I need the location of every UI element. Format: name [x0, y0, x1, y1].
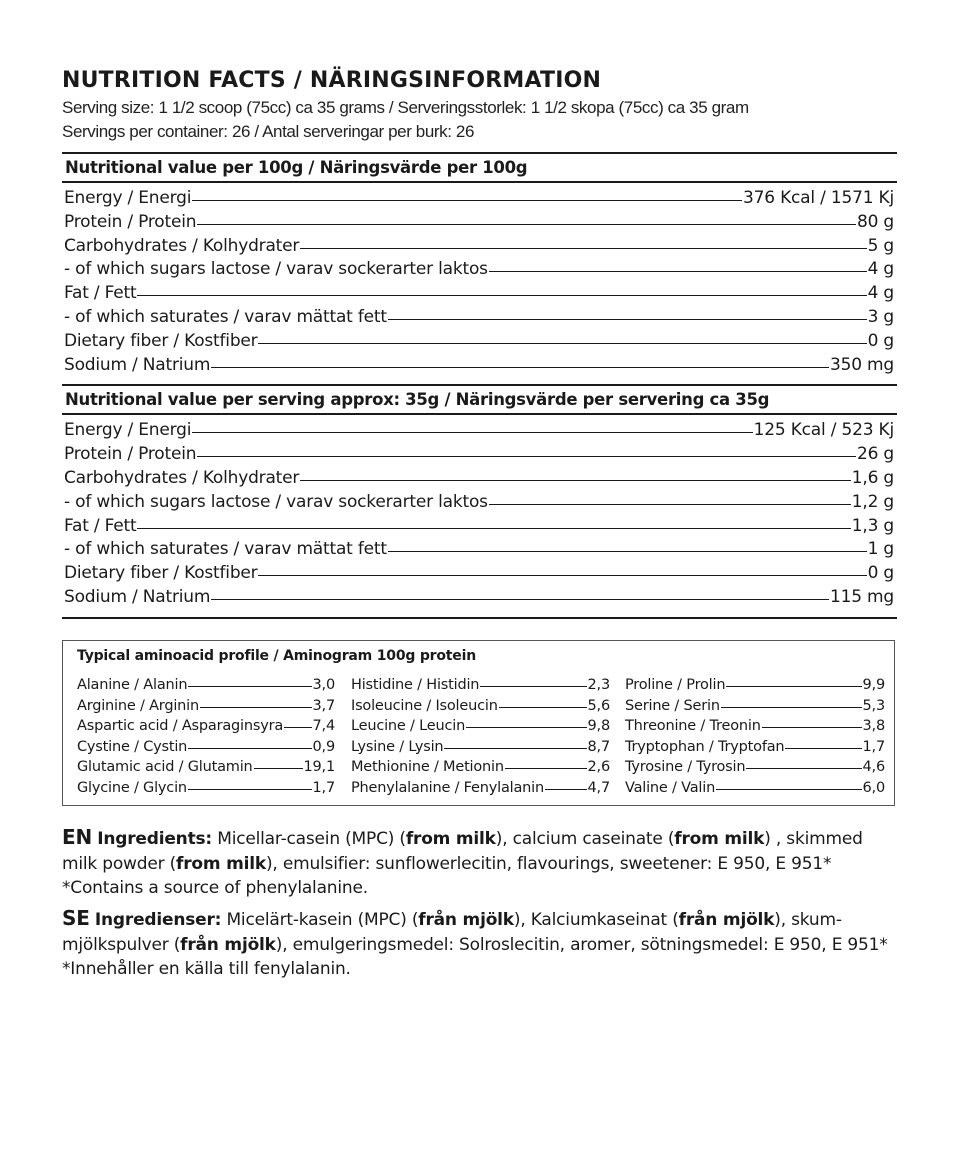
ingredients-en: [62, 825, 897, 901]
nutrient-label: Glutamic acid / Glutamin: [77, 759, 253, 776]
nutrient-label: Phenylalanine / Fenylalanin: [351, 779, 544, 796]
ingredients-se: [62, 906, 897, 982]
nutrient-row: [64, 355, 894, 379]
amino-column-1: [77, 677, 335, 801]
nutrient-value: 3,0: [312, 677, 335, 693]
nutrient-row: [77, 759, 335, 780]
nutrient-label: Sodium / Natrium: [64, 354, 211, 375]
nutrient-label: Tryptophan / Tryptofan: [625, 738, 785, 755]
leader-line: [137, 528, 850, 529]
leader-line: [192, 432, 752, 433]
nutrient-value: 125 Kcal / 523 Kj: [753, 420, 894, 441]
nutrient-label: Protein / Protein: [64, 211, 197, 232]
nutrient-label: Aspartic acid / Asparaginsyra: [77, 718, 284, 735]
allergen-text: från mjölk: [678, 910, 775, 930]
leader-line: [188, 748, 311, 749]
nutrient-row: [64, 539, 894, 563]
nutrient-label: Dietary fiber / Kostfiber: [64, 330, 258, 351]
language-code-en: EN: [62, 825, 93, 849]
leader-line: [762, 727, 862, 728]
nutrient-row: [77, 677, 335, 698]
nutrient-value: 4 g: [867, 259, 894, 280]
nutrient-label: Arginine / Arginin: [77, 697, 199, 714]
leader-line: [499, 707, 587, 708]
per-serving-heading: Nutritional value per serving approx: 35g / Näringsvärde per servering ca 35g: [62, 384, 897, 415]
leader-line: [716, 789, 861, 790]
leader-line: [211, 367, 829, 368]
nutrient-row: [77, 698, 335, 719]
nutrient-label: Carbohydrates / Kolhydrater: [64, 235, 300, 256]
nutrient-value: 1 g: [867, 539, 894, 560]
nutrient-row: [64, 492, 894, 516]
nutrient-row: [64, 516, 894, 540]
nutrient-value: 8,7: [587, 738, 610, 755]
leader-line: [200, 707, 312, 708]
nutrient-row: [64, 283, 894, 307]
nutrient-value: 3,8: [862, 718, 885, 735]
nutrient-value: 2,3: [587, 677, 610, 693]
nutrient-value: 5 g: [867, 235, 894, 256]
ingredients-se-text: Micelärt-kasein (MPC) (: [221, 910, 419, 930]
nutrient-label: Energy / Energi: [64, 420, 192, 441]
nutrient-label: Protein / Protein: [64, 444, 197, 465]
leader-line: [188, 789, 312, 790]
leader-line: [197, 456, 856, 457]
nutrient-label: Cystine / Cystin: [77, 738, 188, 755]
leader-line: [188, 686, 311, 687]
nutrient-row: [64, 420, 894, 444]
nutrient-row: [64, 587, 894, 611]
nutrient-value: 2,6: [587, 759, 610, 776]
nutrient-label: Sodium / Natrium: [64, 586, 211, 607]
nutrient-label: Dietary fiber / Kostfiber: [64, 563, 258, 584]
nutrient-row: [625, 780, 885, 801]
nutrient-label: Threonine / Treonin: [625, 718, 761, 735]
nutrient-value: 3 g: [867, 306, 894, 327]
nutrient-row: [625, 698, 885, 719]
nutrient-row: [351, 739, 610, 760]
nutrient-label: Fat / Fett: [64, 515, 137, 536]
nutrient-label: Alanine / Alanin: [77, 677, 188, 693]
allergen-text: from milk: [674, 829, 765, 849]
leader-line: [505, 768, 587, 769]
nutrient-value: 5,6: [587, 697, 610, 714]
nutrient-value: 1,7: [862, 738, 885, 755]
nutrient-label: Tyrosine / Tyrosin: [625, 759, 746, 776]
leader-line: [726, 686, 861, 687]
nutrient-value: 4 g: [867, 283, 894, 304]
ingredients-en-text: Micellar-casein (MPC) (: [212, 829, 406, 849]
nutrient-value: 3,7: [312, 697, 335, 714]
leader-line: [785, 748, 861, 749]
nutrient-label: Fat / Fett: [64, 283, 137, 304]
nutrient-row: [64, 468, 894, 492]
nutrient-label: - of which sugars lactose / varav sockerarter laktos: [64, 259, 488, 280]
ingredients-en-label: Ingredients:: [97, 829, 213, 849]
leader-line: [254, 768, 303, 769]
nutrient-value: 9,9: [862, 677, 885, 693]
ingredients-se-text: ), skum-mjölkspulver (: [62, 910, 842, 955]
nutrient-value: 19,1: [303, 759, 335, 776]
allergen-text: from milk: [176, 853, 266, 874]
leader-line: [300, 480, 851, 481]
nutrient-value: 9,8: [587, 718, 610, 735]
leader-line: [192, 200, 742, 201]
aminoacid-profile-box: [62, 640, 895, 806]
nutrient-value: 1,7: [312, 779, 335, 796]
leader-line: [746, 768, 861, 769]
per100-table: [62, 183, 897, 384]
leader-line: [480, 686, 586, 687]
leader-line: [388, 319, 867, 320]
leader-line: [466, 727, 586, 728]
nutrient-row: [625, 739, 885, 760]
nutrient-row: [64, 307, 894, 331]
ingredients-se-label: Ingredienser:: [94, 910, 222, 930]
leader-line: [137, 295, 866, 296]
nutrient-row: [351, 677, 610, 698]
leader-line: [300, 248, 866, 249]
allergen-text: from milk: [405, 829, 496, 849]
nutrient-row: [77, 780, 335, 801]
nutrient-row: [64, 236, 894, 260]
aminoacid-title: Typical aminoacid profile / Aminogram 100g protein: [77, 648, 476, 664]
nutrient-value: 6,0: [862, 779, 885, 796]
leader-line: [545, 789, 587, 790]
leader-line: [388, 551, 867, 552]
allergen-text: från mjölk: [418, 910, 514, 930]
nutrient-row: [77, 739, 335, 760]
nutrient-value: 80 g: [856, 211, 894, 232]
nutrient-row: [64, 259, 894, 283]
allergen-text: från mjölk: [180, 934, 276, 955]
nutrient-value: 1,2 g: [851, 491, 894, 512]
per100-heading: Nutritional value per 100g / Näringsvärde per 100g: [62, 152, 897, 183]
nutrient-row: [64, 563, 894, 587]
nutrient-value: 7,4: [312, 718, 335, 735]
nutrient-value: 0,9: [312, 738, 335, 755]
leader-line: [258, 575, 866, 576]
nutrient-row: [351, 718, 610, 739]
nutrient-label: - of which saturates / varav mättat fett: [64, 539, 387, 560]
nutrient-row: [64, 212, 894, 236]
nutrient-label: - of which saturates / varav mättat fett: [64, 306, 387, 327]
ingredients-en-text: ) , skimmed milk powder (: [62, 829, 863, 874]
amino-column-3: [625, 677, 885, 801]
nutrient-value: 1,6 g: [851, 467, 894, 488]
nutrient-label: Carbohydrates / Kolhydrater: [64, 467, 300, 488]
nutrient-row: [351, 780, 610, 801]
leader-line: [211, 599, 829, 600]
nutrient-label: Glycine / Glycin: [77, 779, 187, 796]
nutrient-row: [77, 718, 335, 739]
nutrient-label: Methionine / Metionin: [351, 759, 504, 776]
leader-line: [444, 748, 586, 749]
nutrient-label: Histidine / Histidin: [351, 677, 480, 693]
nutrient-value: 115 mg: [829, 586, 894, 607]
nutrient-value: 1,3 g: [851, 515, 894, 536]
nutrient-row: [64, 444, 894, 468]
nutrient-value: 5,3: [862, 697, 885, 714]
per-serving-table: [62, 415, 897, 618]
nutrient-row: [64, 188, 894, 212]
nutrient-label: Serine / Serin: [625, 697, 720, 714]
nutrient-value: 376 Kcal / 1571 Kj: [743, 188, 894, 208]
nutrient-label: Proline / Prolin: [625, 677, 726, 693]
nutrient-row: [625, 759, 885, 780]
nutrient-label: Valine / Valin: [625, 779, 716, 796]
leader-line: [284, 727, 312, 728]
nutrient-value: 26 g: [856, 444, 894, 465]
leader-line: [197, 224, 856, 225]
nutrient-row: [351, 759, 610, 780]
nutrient-row: [351, 698, 610, 719]
nutrient-label: Isoleucine / Isoleucin: [351, 697, 498, 714]
page-title: NUTRITION FACTS / NÄRINGSINFORMATION: [62, 68, 602, 93]
leader-line: [489, 504, 851, 505]
leader-line: [489, 271, 867, 272]
leader-line: [258, 343, 866, 344]
serving-size: Serving size: 1 1/2 scoop (75cc) ca 35 grams / Serveringsstorlek: 1 1/2 skopa (75cc) ca 35 gram: [62, 98, 749, 117]
nutrient-value: 350 mg: [829, 354, 894, 375]
nutrient-label: Leucine / Leucin: [351, 718, 466, 735]
nutrient-label: Lysine / Lysin: [351, 738, 444, 755]
leader-line: [721, 707, 862, 708]
nutrient-row: [625, 718, 885, 739]
nutrient-row: [625, 677, 885, 698]
nutrient-value: 4,7: [587, 779, 610, 796]
amino-column-2: [351, 677, 610, 801]
nutrient-value: 4,6: [862, 759, 885, 776]
ingredients-en-text: ), emulsifier: sunflowerlecitin, flavourings, sweetener: E 950, E 951* *Contains a source of phenylalanine.: [62, 853, 832, 898]
nutrient-label: Energy / Energi: [64, 188, 192, 208]
ingredients-se-text: ), emulgeringsmedel: Solroslecitin, aromer, sötningsmedel: E 950, E 951* *Innehåller en källa till fenylalanin.: [62, 934, 888, 979]
nutrient-row: [64, 331, 894, 355]
ingredients-se-text: ), Kalciumkaseinat (: [513, 910, 679, 930]
servings-per-container: Servings per container: 26 / Antal serveringar per burk: 26: [62, 122, 475, 141]
nutrient-value: 0 g: [867, 330, 894, 351]
nutrient-value: 0 g: [867, 563, 894, 584]
ingredients-en-text: ), calcium caseinate (: [495, 829, 675, 849]
nutrient-label: - of which sugars lactose / varav sockerarter laktos: [64, 491, 488, 512]
language-code-se: SE: [62, 906, 90, 930]
nutrition-panel: [62, 66, 897, 619]
